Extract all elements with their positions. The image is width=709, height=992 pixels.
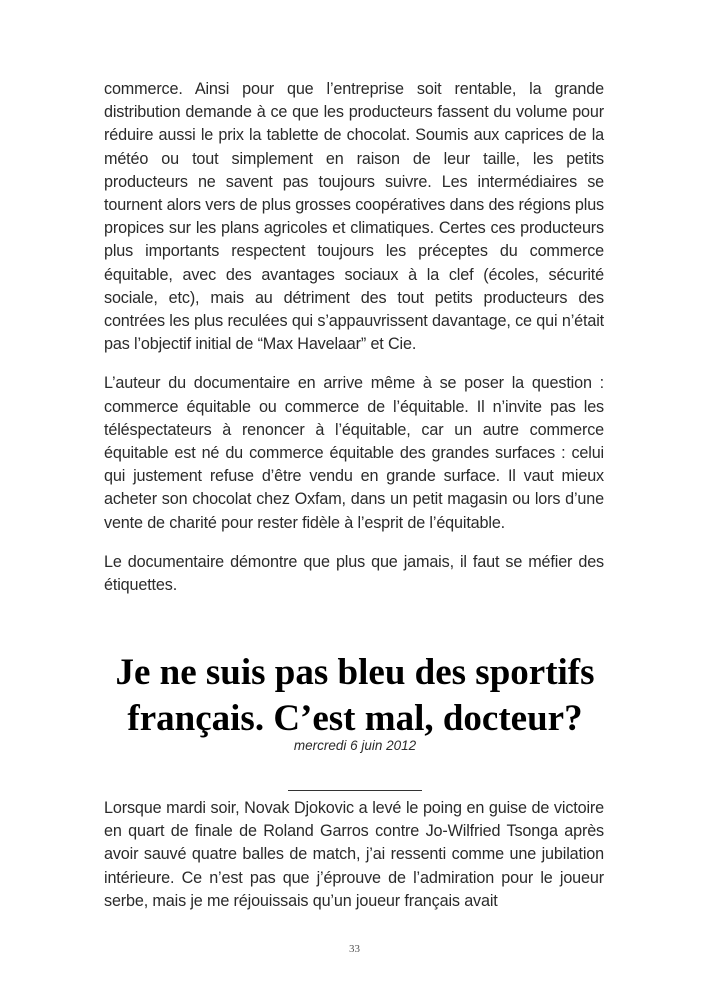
title-divider xyxy=(288,790,422,791)
post-header xyxy=(80,650,630,753)
post-title-line-2: français. C’est mal, docteur? xyxy=(127,698,583,739)
body-paragraph-3: Le documentaire démontre que plus que jamais, il faut se méfier des étiquettes. xyxy=(104,552,604,595)
body-paragraph-2: L’auteur du documentaire en arrive même à se poser la question : commerce équitable ou commerce de l’équitable. Il n’invite pas les téléspectateurs à renoncer à l’équitable, car un autre commerce équitable est né du commerce équitable des grandes surfaces : celui qui justement refuse d’être vendu en grande surface. Il vaut mieux acheter son chocolat chez Oxfam, dans un petit magasin ou lors d’une vente de charité pour rester fidèle à l’esprit de l’équitable. xyxy=(104,374,604,532)
body-paragraph-1: commerce. Ainsi pour que l’entreprise soit rentable, la grande distribution demande à ce que les producteurs fassent du volume pour réduire aussi le prix la tablette de chocolat. Soumis aux caprices de la météo ou tout simplement en raison de leur taille, les petits producteurs ne savent pas toujours suivre. Les intermédiaires se tournent alors vers de plus grosses coopératives dans des régions plus propices sur les plans agricoles et climatiques. Certes ces producteurs plus importants respectent toujours les préceptes du commerce équitable, avec des avantages sociaux à la clef (écoles, sécurité sociale, etc), mais au détriment des tout petits producteurs des contrées les plus reculées qui s’appauvrissent davantage, ce qui n’était pas l’objectif initial de “Max Havelaar” et Cie. xyxy=(104,80,604,354)
previous-article-body xyxy=(104,78,604,613)
post-title-line-1: Je ne suis pas bleu des sportifs xyxy=(115,652,595,693)
page-number: 33 xyxy=(349,943,360,955)
post-body xyxy=(104,797,604,929)
post-title xyxy=(80,650,630,742)
post-paragraph-1: Lorsque mardi soir, Novak Djokovic a levé le poing en guise de victoire en quart de finale de Roland Garros contre Jo-Wilfried Tsonga après avoir sauvé quatre balles de match, j’ai ressenti comme une jubilation intérieure. Ce n’est pas que j’éprouve de l’admiration pour le joueur serbe, mais je me réjouissais qu’un joueur français avait xyxy=(104,799,604,910)
post-date: mercredi 6 juin 2012 xyxy=(293,738,417,753)
